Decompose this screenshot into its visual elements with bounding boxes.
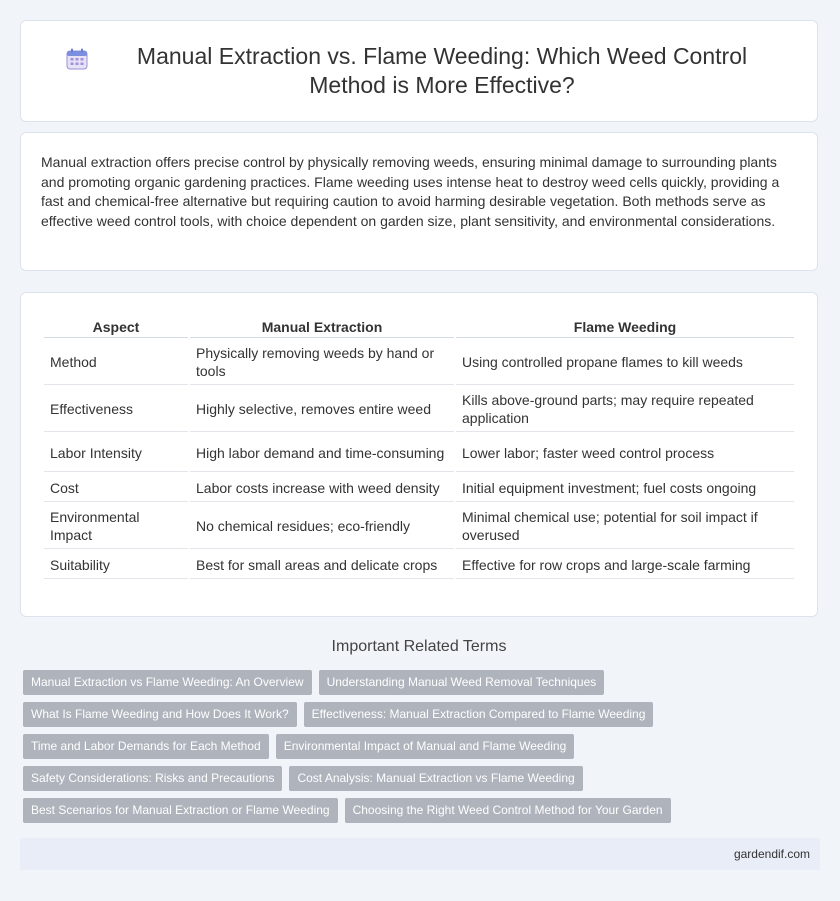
table-cell: Effectiveness: [44, 387, 188, 432]
related-term-tag[interactable]: Time and Labor Demands for Each Method: [23, 734, 269, 759]
column-header: Aspect: [44, 315, 188, 338]
table-cell: Lower labor; faster weed control process: [456, 434, 794, 472]
table-row: [44, 551, 794, 579]
related-terms-section: [20, 638, 818, 656]
comparison-table: [42, 313, 796, 581]
table-cell: Best for small areas and delicate crops: [190, 551, 454, 579]
footer-site-link[interactable]: gardendif.com: [733, 847, 810, 861]
page-title: Manual Extraction vs. Flame Weeding: Which Weed Control Method is More Effective?: [136, 43, 748, 98]
table-row: [44, 387, 794, 432]
related-term-tag[interactable]: Environmental Impact of Manual and Flame Weeding: [276, 734, 575, 759]
related-term-tag[interactable]: Understanding Manual Weed Removal Techniques: [319, 670, 605, 695]
table-cell: Initial equipment investment; fuel costs ongoing: [456, 474, 794, 502]
column-header: Flame Weeding: [456, 315, 794, 338]
related-term-tag[interactable]: Choosing the Right Weed Control Method for Your Garden: [345, 798, 671, 823]
table-cell: Suitability: [44, 551, 188, 579]
table-cell: Method: [44, 340, 188, 385]
table-cell: Environmental Impact: [44, 504, 188, 549]
table-row: [44, 340, 794, 385]
table-row: [44, 434, 794, 472]
intro-card: [20, 132, 818, 271]
table-cell: Minimal chemical use; potential for soil impact if overused: [456, 504, 794, 549]
related-term-tag[interactable]: Cost Analysis: Manual Extraction vs Flame Weeding: [289, 766, 582, 791]
table-cell: Using controlled propane flames to kill weeds: [456, 340, 794, 385]
column-header: Manual Extraction: [190, 315, 454, 338]
table-header-row: [44, 315, 794, 338]
table-cell: Physically removing weeds by hand or tools: [190, 340, 454, 385]
intro-paragraph: Manual extraction offers precise control by physically removing weeds, ensuring minimal damage to surrounding plants and promoting organic gardening practices. Flame weeding uses intense heat to destroy weed cells quickly, providing a fast and chemical-free alternative but requiring caution to avoid harming desirable vegetation. Both methods serve as effective weed control tools, with choice dependent on garden size, plant sensitivity, and environmental considerations.: [41, 154, 780, 229]
related-terms-tags: [23, 670, 803, 830]
table-row: [44, 504, 794, 549]
related-terms-heading: Important Related Terms: [331, 638, 507, 655]
table-row: [44, 474, 794, 502]
related-term-tag[interactable]: Effectiveness: Manual Extraction Compared to Flame Weeding: [304, 702, 654, 727]
related-term-tag[interactable]: Best Scenarios for Manual Extraction or Flame Weeding: [23, 798, 338, 823]
footer: [20, 838, 820, 870]
table-cell: Labor Intensity: [44, 434, 188, 472]
table-cell: Kills above-ground parts; may require repeated application: [456, 387, 794, 432]
table-cell: Labor costs increase with weed density: [190, 474, 454, 502]
related-term-tag[interactable]: Safety Considerations: Risks and Precautions: [23, 766, 282, 791]
related-term-tag[interactable]: What Is Flame Weeding and How Does It Work?: [23, 702, 297, 727]
table-cell: No chemical residues; eco-friendly: [190, 504, 454, 549]
table-cell: Cost: [44, 474, 188, 502]
table-cell: High labor demand and time-consuming: [190, 434, 454, 472]
calendar-icon: [66, 48, 88, 70]
table-cell: Effective for row crops and large-scale farming: [456, 551, 794, 579]
related-term-tag[interactable]: Manual Extraction vs Flame Weeding: An Overview: [23, 670, 312, 695]
title-card: [20, 20, 818, 122]
table-cell: Highly selective, removes entire weed: [190, 387, 454, 432]
comparison-table-card: [20, 292, 818, 617]
